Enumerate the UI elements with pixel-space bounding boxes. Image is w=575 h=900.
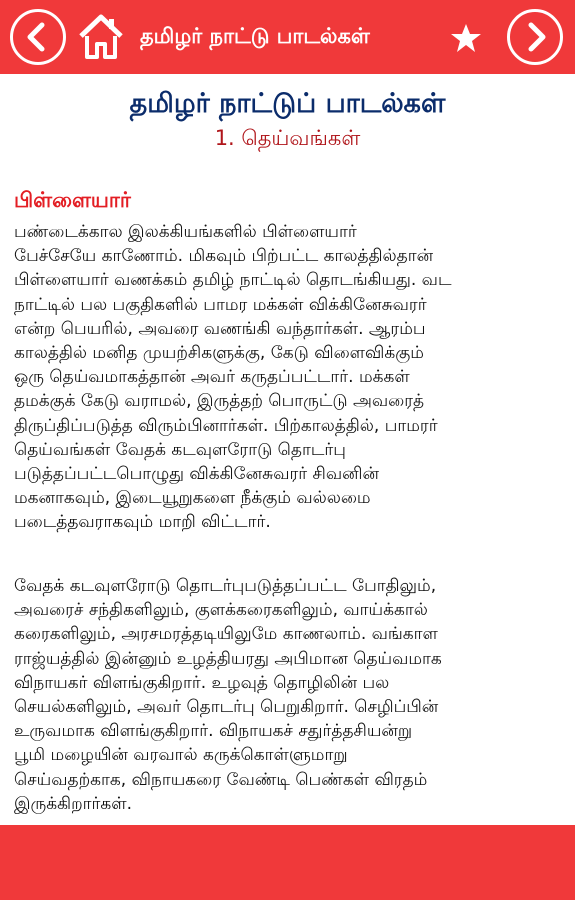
text-line: செயல்களிலும், அவர் தொடர்பு பெறுகிறார். செழிப்பின் (14, 697, 439, 718)
content-area[interactable] (0, 74, 575, 825)
top-app-bar (0, 0, 575, 74)
text-line: விநாயகர் விளங்குகிறார். உழவுத் தொழிலின் பல (14, 672, 390, 693)
text-line: என்ற பெயரில், அவரை வணங்கி வந்தார்கள். ஆரம்ப (14, 318, 426, 339)
home-button[interactable] (78, 12, 124, 60)
chevron-left-icon (13, 12, 63, 62)
text-line: கரைகளிலும், அரசமரத்தடியிலுமே காணலாம். வங்காள (14, 624, 438, 645)
text-line: பூமி மழையின் வரவால் கருக்கொள்ளுமாறு (14, 745, 348, 766)
text-line: ராஜ்யத்தில் இன்னும் உழத்தியரது அபிமான தெய்வமாக (14, 648, 442, 669)
back-button[interactable] (10, 9, 66, 65)
text-line: பண்டைக்கால இலக்கியங்களில் பிள்ளையார் (14, 222, 357, 242)
paragraph-2 (14, 574, 562, 816)
text-line: அவரைச் சந்திகளிலும், குளக்கரைகளிலும், வாய்க்கால் (14, 600, 428, 621)
text-line: படுத்தப்பட்டபொழுது விக்கினேசுவரர் சிவனின் (14, 464, 379, 485)
text-line: தெய்வங்கள் வேதக் கடவுளரோடு தொடர்பு (14, 439, 346, 460)
favorite-button[interactable] (450, 22, 482, 54)
text-line: நாட்டில் பல பகுதிகளில் பாமர மக்கள் விக்கினேசுவரர் (14, 294, 427, 315)
text-line: இருக்கிறார்கள். (14, 793, 133, 814)
text-line: படைத்தவராகவும் மாறி விட்டார். (14, 512, 271, 533)
chevron-right-icon (510, 12, 560, 62)
text-line: திருப்திப்படுத்த விரும்பினார்கள். பிற்காலத்தில், பாமரர் (14, 415, 438, 436)
text-line: வேதக் கடவுளரோடு தொடர்புபடுத்தப்பட்ட போதிலும், (14, 576, 437, 596)
star-icon (450, 22, 482, 54)
app-title: தமிழர் நாட்டு பாடல்கள் (140, 24, 370, 48)
forward-button[interactable] (507, 9, 563, 65)
text-line: தமக்குக் கேடு வராமல், இருத்தற் பொருட்டு அவரைத் (14, 391, 425, 412)
text-line: உருவமாக விளங்குகிறார். விநாயகச் சதுர்த்தசியன்று (14, 721, 413, 742)
text-line: செய்வதற்காக, விநாயகரை வேண்டி பெண்கள் விரதம் (14, 769, 428, 790)
page-title: தமிழர் நாட்டுப் பாடல்கள் (129, 88, 446, 119)
text-line: மகனாகவும், இடையூறுகளை நீக்கும் வல்லமை (14, 488, 371, 509)
text-line: ஒரு தெய்வமாகத்தான் அவர் கருதப்பட்டார். மக்கள் (14, 367, 410, 388)
text-line: பிள்ளையார் வணக்கம் தமிழ் நாட்டில் தொடங்கியது. வட (14, 270, 452, 291)
text-line: காலத்தில் மனித முயற்சிகளுக்கு, கேடு விளைவிக்கும் (14, 343, 424, 364)
section-heading: பிள்ளையார் (14, 188, 131, 212)
chapter-title: 1. தெய்வங்கள் (214, 126, 361, 150)
home-icon (78, 12, 124, 60)
bottom-bar (0, 825, 575, 900)
paragraph-1 (14, 220, 562, 535)
text-line: பேச்சேயே காணோம். மிகவும் பிற்பட்ட காலத்தில்தான் (14, 246, 434, 267)
